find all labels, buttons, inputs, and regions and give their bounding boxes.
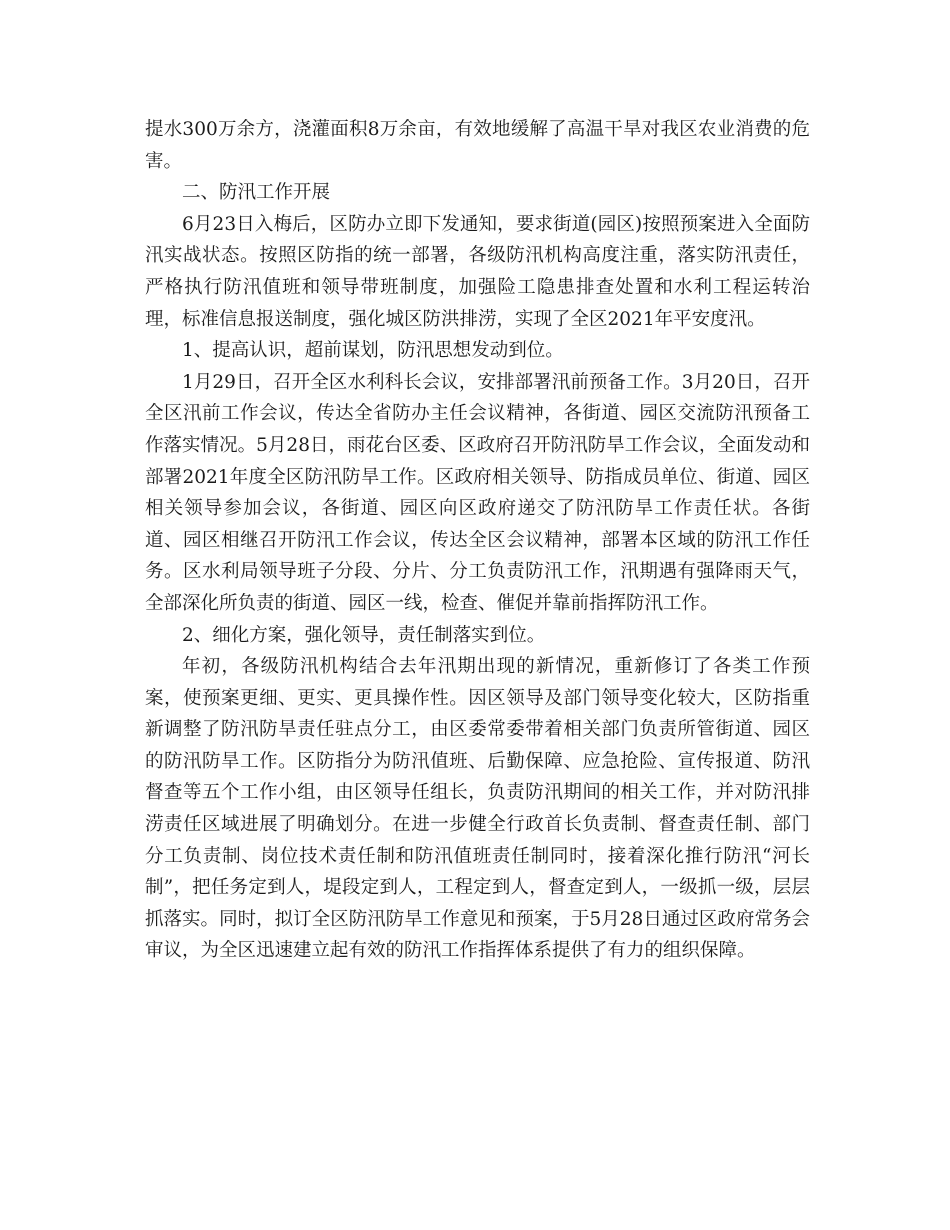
document-body — [145, 114, 810, 967]
paragraph-plum-rain-season: 6月23日入梅后，区防办立即下发通知，要求街道(园区)按照预案进入全面防汛实战状态。按照区防指的统一部署，各级防汛机构高度注重，落实防汛责任，严格执行防汛值班和领导带班制度，加强险工隐患排查处置和水利工程运转治理，标准信息报送制度，强化城区防洪排涝，实现了全区2021年平安度汛。 — [145, 213, 810, 330]
subheading-awareness: 1、提高认识，超前谋划，防汛思想发动到位。 — [182, 340, 564, 362]
paragraph-continuation: 提水300万余方，浇灌面积8万余亩，有效地缓解了高温干旱对我区农业消费的危害。 — [145, 119, 810, 172]
section-heading-flood-work: 二、防汛工作开展 — [182, 182, 331, 204]
paragraph-meetings: 1月29日，召开全区水利科长会议，安排部署汛前预备工作。3月20日，召开全区汛前工作会议，传达全省防办主任会议精神，各街道、园区交流防汛预备工作落实情况。5月28日，雨花台区委、区政府召开防汛防旱工作会议，全面发动和部署2021年度全区防汛防旱工作。区政府相关领导、防指成员单位、街道、园区相关领导参加会议，各街道、园区向区政府递交了防汛防旱工作责任状。各街道、园区相继召开防汛工作会议，传达全区会议精神，部署本区域的防汛工作任务。区水利局领导班子分段、分片、分工负责防汛工作，汛期遇有强降雨天气，全部深化所负责的街道、园区一线，检查、催促并靠前指挥防汛工作。 — [145, 371, 810, 614]
paragraph-plans: 年初，各级防汛机构结合去年汛期出现的新情况，重新修订了各类工作预案，使预案更细、更实、更具操作性。因区领导及部门领导变化较大，区防指重新调整了防汛防旱责任驻点分工，由区委常委带着相关部门负责所管街道、园区的防汛防旱工作。区防指分为防汛值班、后勤保障、应急抢险、宣传报道、防汛督查等五个工作小组，由区领导任组长，负责防汛期间的相关工作，并对防汛排涝责任区域进展了明确划分。在进一步健全行政首长负责制、督查责任制、部门分工负责制、岗位技术责任制和防汛值班责任制同时，接着深化推行防汛“河长制”，把任务定到人，堤段定到人，工程定到人，督查定到人，一级抓一级，层层抓落实。同时，拟订全区防汛防旱工作意见和预案，于5月28日通过区政府常务会审议，为全区迅速建立起有效的防汛工作指挥体系提供了有力的组织保障。 — [145, 656, 810, 962]
subheading-responsibility: 2、细化方案，强化领导，责任制落实到位。 — [182, 624, 546, 646]
